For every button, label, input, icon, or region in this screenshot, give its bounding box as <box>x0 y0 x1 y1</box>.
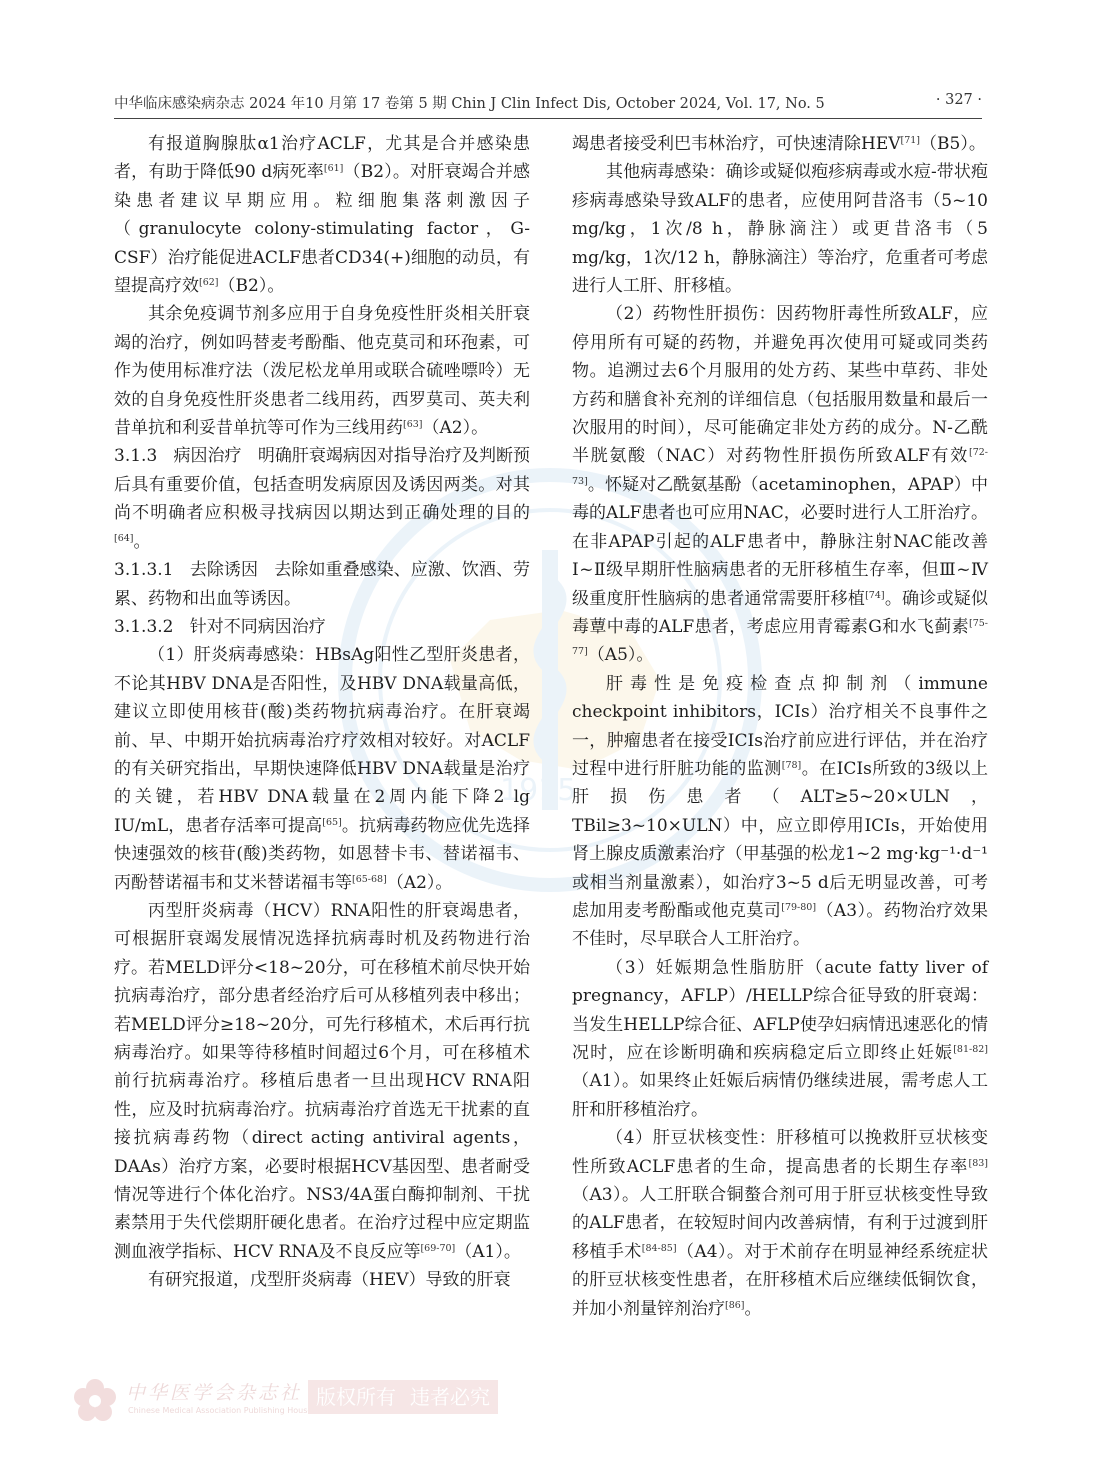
running-header <box>114 92 982 118</box>
copyright-mark: 版权所有 <box>308 1380 404 1414</box>
footer-watermark <box>72 1376 492 1426</box>
journal-citation: 中华临床感染病杂志 2024 年10 月第 17 卷第 5 期 Chin J Clin Infect Dis, October 2024, Vol. 17, No. 5 <box>114 96 825 112</box>
infringement-mark: 违者必究 <box>402 1380 498 1414</box>
section-3-1-3: 3.1.3 病因治疗 明确肝衰竭病因对指导治疗及判断预后具有重要价值，包括查明发病原因及诱因两类。对其尚不明确者应积极寻找病因以期达到正确处理的目的[64]。 <box>114 446 531 552</box>
para-hcv: 丙型肝炎病毒（HCV）RNA阳性的肝衰竭患者，可根据肝衰竭发展情况选择抗病毒时机及药物进行治疗。若MELD评分<18~20分，可在移植术前尽快开始抗病毒治疗，部分患者经治疗后可从移植列表中移出；若MELD评分≥18~20分，可先行移植术，术后再行抗病毒治疗。如果等待移植时间超过6个月，可在移植术前行抗病毒治疗。移植后患者一旦出现HCV RNA阳性，应及时抗病毒治疗。抗病毒治疗首选无干扰素的直接抗病毒药物（direct acting antiviral agents，DAAs）治疗方案，必要时根据HCV基因型、患者耐受情况等进行个体化治疗。NS3/4A蛋白酶抑制剂、干扰素禁用于失代偿期肝硬化患者。在治疗过程中应定期监测血液学指标、HCV RNA及不良反应等[69-70]（A1）。 <box>114 900 530 1262</box>
publisher-name-en: Chinese Medical Association Publishing House <box>128 1406 313 1415</box>
section-3-1-3-1: 3.1.3.1 去除诱因 去除如重叠感染、应激、饮酒、劳累、药物和出血等诱因。 <box>114 560 531 609</box>
para-hev-cont: 竭患者接受利巴韦林治疗，可快速清除HEV[71]（B5）。 <box>572 134 986 154</box>
publisher-name: 中华医学会杂志社 <box>126 1382 303 1404</box>
para-thymosin: 有报道胸腺肽α1治疗ACLF，尤其是合并感染患者，有助于降低90 d病死率[61]（B2）。对肝衰竭合并感染患者建议早期应用。粒细胞集落刺激因子（granulocyte colony-stimulating factor，G-CSF）治疗能促进ACLF患者CD34(+)细胞的动员，有望提高疗效[62]（B2）。 <box>114 134 530 297</box>
page-number: · 327 · <box>935 92 982 108</box>
para-drug-injury: （2）药物性肝损伤：因药物肝毒性所致ALF，应停用所有可疑的药物，并避免再次使用可疑或同类药物。追溯过去6个月服用的处方药、某些中草药、非处方药和膳食补充剂的详细信息（包括服用数量和最后一次服用的时间），尽可能确定非处方药的成分。N-乙酰半胱氨酸（NAC）对药物性肝损伤所致ALF有效[72-73]。怀疑对乙酰氨基酚（acetaminophen，APAP）中毒的ALF患者也可应用NAC，必要时进行人工肝治疗。在非APAP引起的ALF患者中，静脉注射NAC能改善Ⅰ~Ⅱ级早期肝性脑病患者的无肝移植生存率，但Ⅲ~Ⅳ级重度肝性脑病的患者通常需要肝移植[74]。确诊或疑似毒蕈中毒的ALF患者，考虑应用青霉素G和水飞蓟素[75-77]（A5）。 <box>572 304 989 666</box>
flower-logo-icon <box>72 1378 118 1424</box>
para-hepatitis-virus: （1）肝炎病毒感染：HBsAg阳性乙型肝炎患者，不论其HBV DNA是否阳性，及HBV DNA载量高低，建议立即使用核苷(酸)类药物抗病毒治疗。在肝衰竭前、早、中期开始抗病毒治疗疗效相对较好。对ACLF的有关研究指出，早期快速降低HBV DNA载量是治疗的关键，若HBV DNA载量在2周内能下降2 lg IU/mL，患者存活率可提高[65]。抗病毒药物应优先选择快速强效的核苷(酸)类药物，如恩替卡韦、替诺福韦、丙酚替诺福韦和艾米替诺福韦等[65-68]（A2）。 <box>114 645 530 893</box>
right-column <box>572 130 988 1323</box>
para-ici: 肝毒性是免疫检查点抑制剂（immune checkpoint inhibitors，ICIs）治疗相关不良事件之一，肿瘤患者在接受ICIs治疗前应进行评估，并在治疗过程中进行肝脏功能的监测[78]。在ICIs所致的3级以上肝损伤患者（ALT≥5~20×ULN，TBil≥3~10×ULN）中，应立即停用ICIs，开始使用肾上腺皮质激素治疗（甲基强的松龙1~2 mg·kg⁻¹·d⁻¹或相当剂量激素），如治疗3~5 d后无明显改善，可考虑加用麦考酚酯或他克莫司[79-80]（A3）。药物治疗效果不佳时，尽早联合人工肝治疗。 <box>572 673 989 950</box>
para-other-virus: 其他病毒感染：确诊或疑似疱疹病毒或水痘-带状疱疹病毒感染导致ALF的患者，应使用阿昔洛韦（5~10 mg/kg，1次/8 h，静脉滴注）或更昔洛韦（5 mg/kg，1次/12 h，静脉滴注）等治疗，危重者可考虑进行人工肝、肝移植。 <box>572 162 988 297</box>
para-immunomodulators: 其余免疫调节剂多应用于自身免疫性肝炎相关肝衰竭的治疗，例如吗替麦考酚酯、他克莫司和环孢素，可作为使用标准疗法（泼尼松龙单用或联合硫唑嘌呤）无效的自身免疫性肝炎患者二线用药，西罗莫司、英夫利昔单抗和利妥昔单抗等可作为三线用药[63]（A2）。 <box>114 304 530 439</box>
section-3-1-3-2: 3.1.3.2 针对不同病因治疗 <box>114 616 326 637</box>
para-wilson: （4）肝豆状核变性：肝移植可以挽救肝豆状核变性所致ACLF患者的生命，提高患者的长期生存率[83]（A3）。人工肝联合铜螯合剂可用于肝豆状核变性导致的ALF患者，在较短时间内改善病情，有利于过渡到肝移植手术[84-85]（A4）。对于术前存在明显神经系统症状的肝豆状核变性患者，在肝移植术后应继续低铜饮食，并加小剂量锌剂治疗[86]。 <box>572 1128 989 1319</box>
watermark-year: 1915 <box>500 773 577 808</box>
header-rule <box>114 118 982 119</box>
para-aflp: （3）妊娠期急性脂肪肝（acute fatty liver of pregnancy，AFLP）/HELLP综合征导致的肝衰竭：当发生HELLP综合征、AFLP使孕妇病情迅速恶化的情况时，应在诊断明确和疾病稳定后立即终止妊娠[81-82]（A1）。如果终止妊娠后病情仍继续进展，需考虑人工肝和肝移植治疗。 <box>572 957 988 1120</box>
para-hev: 有研究报道，戊型肝炎病毒（HEV）导致的肝衰 <box>148 1270 511 1291</box>
left-column <box>114 130 530 1295</box>
